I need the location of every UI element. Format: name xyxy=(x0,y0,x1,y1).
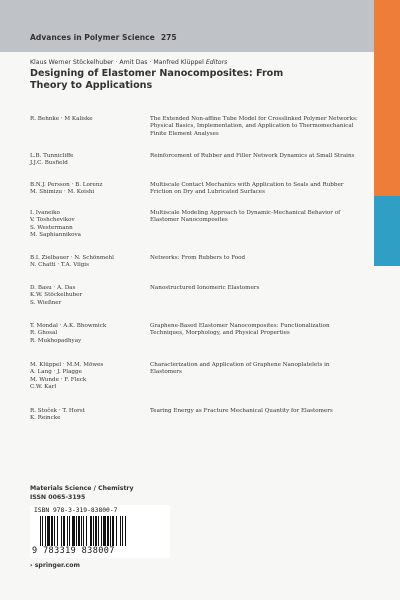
author-line: I. Ivaneiko xyxy=(30,210,60,216)
teal-side-stripe xyxy=(374,196,400,266)
book-title: Designing of Elastomer Nanocomposites: From Theory to Applications xyxy=(30,68,284,92)
publisher-link[interactable]: › springer.com xyxy=(30,562,80,569)
author-line: S. Westermann xyxy=(30,224,73,231)
editors-label: Editors xyxy=(205,59,228,66)
author-line: S. Wießner xyxy=(30,299,62,306)
chapter-title: The Extended Non-affine Tube Model for Crosslinked Polymer Networks: Physical Basics, Implementation, and Application to Thermomechanical Finite Element Analyses xyxy=(150,116,358,137)
chapter-title: Tearing Energy as Fracture Mechanical Quantity for Elastomers xyxy=(150,408,333,414)
author-line: M. Wunde · F. Fleck xyxy=(30,376,87,383)
chapter-authors xyxy=(30,116,148,123)
chapter-authors xyxy=(30,153,148,168)
author-line: V. Toshchevikov xyxy=(30,217,75,224)
chapter-title: Reinforcement of Rubber and Filler Network Dynamics at Small Strains xyxy=(150,153,355,159)
series-volume: 275 xyxy=(160,33,177,42)
chapter-title: Nanostructured Ionomeric Elastomers xyxy=(150,285,260,291)
issn-number: ISSN 0065-3195 xyxy=(30,494,86,501)
author-line: B.N.J. Persson · B. Lorenz xyxy=(30,182,103,188)
author-line: K. Reincke xyxy=(30,415,61,422)
chapter-title: Networks: From Rubbers to Food xyxy=(150,255,246,261)
isbn-label: ISBN 978-3-319-83800-7 xyxy=(34,507,118,514)
author-line: T. Mondal · A.K. Bhowmick xyxy=(30,323,107,329)
subject-category: Materials Science / Chemistry xyxy=(30,485,134,492)
editors-line xyxy=(30,59,227,66)
author-line: N. Chatti · T.A. Vilgis xyxy=(30,262,89,269)
author-line: K.W. Stöckelhuber xyxy=(30,292,83,299)
chapter-authors xyxy=(30,362,148,392)
author-line: R. Mukhopadhyay xyxy=(30,337,82,344)
chapter-authors xyxy=(30,210,148,240)
author-line: R. Stoček · T. Horst xyxy=(30,408,85,414)
author-line: R. Ghosal xyxy=(30,330,58,337)
chapter-title: Multiscale Modeling Approach to Dynamic-Mechanical Behavior of Elastomer Nanocomposites xyxy=(150,210,341,224)
author-line: A. Lang · J. Plagge xyxy=(30,369,82,376)
author-line: B.I. Zielbauer · N. Schönmehl xyxy=(30,255,114,261)
author-line: J.J.C. Busfield xyxy=(30,160,68,167)
series-name: Advances in Polymer Science xyxy=(30,33,155,42)
author-line: M. Saphiannikova xyxy=(30,232,82,239)
chapter-title: Graphene-Based Elastomer Nanocomposites: Functionalization Techniques, Morphology, and Physical Properties xyxy=(150,323,330,337)
chapter-authors xyxy=(30,182,148,197)
editor-names: Klaus Werner Stöckelhuber · Amit Das · Manfred Klüppel xyxy=(30,59,204,66)
series-title xyxy=(30,33,183,42)
author-line: D. Basu · A. Das xyxy=(30,285,76,291)
chapter-authors xyxy=(30,285,148,307)
isbn-barcode xyxy=(30,505,170,558)
orange-side-stripe xyxy=(374,0,400,196)
barcode-digits: 9 783319 838007 xyxy=(32,546,115,556)
chapter-authors xyxy=(30,255,148,270)
chapter-title: Multiscale Contact Mechanics with Application to Seals and Rubber Friction on Dry and Lubricated Surfaces xyxy=(150,182,344,196)
barcode-icon xyxy=(40,516,162,546)
author-line: M. Shimizu · M. Koishi xyxy=(30,189,95,196)
author-line: R. Behnke · M Kaliske xyxy=(30,116,93,122)
author-line: L.B. Tunnicliffe xyxy=(30,153,74,159)
chapter-authors xyxy=(30,323,148,345)
chapter-authors xyxy=(30,408,148,423)
author-line: M. Klüppel · M.M. Möwes xyxy=(30,362,104,368)
chapter-title: Characterization and Application of Graphene Nanoplatelets in Elastomers xyxy=(150,362,330,376)
author-line: C.W. Karl xyxy=(30,384,57,391)
top-grey-band xyxy=(0,0,400,52)
